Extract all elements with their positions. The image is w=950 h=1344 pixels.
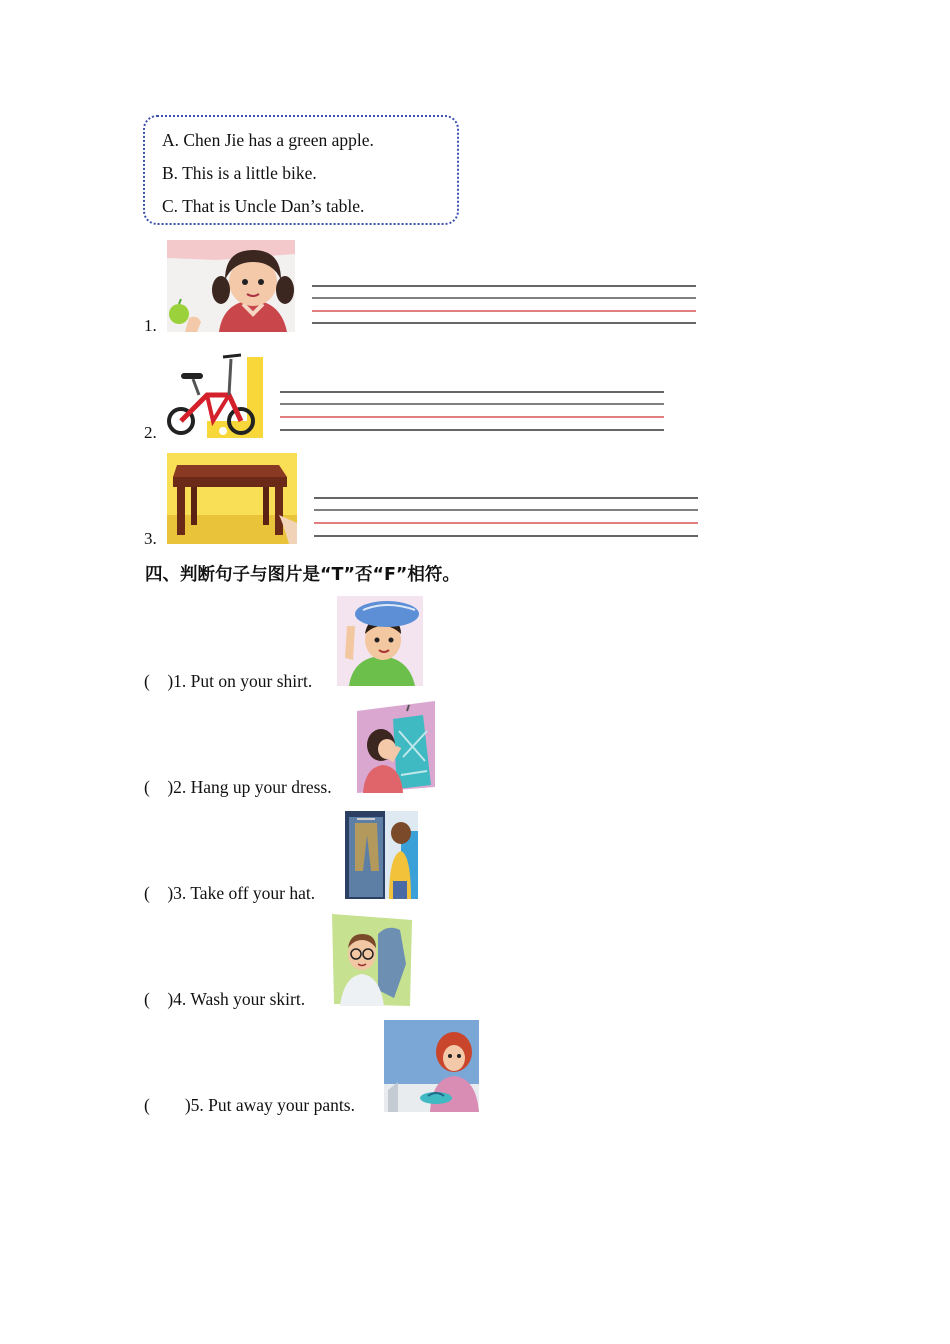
answer-paren-2[interactable]: ( )	[144, 777, 174, 797]
statement-text-2: 2. Hang up your dress.	[173, 777, 332, 797]
boy-hat-picture	[337, 596, 423, 686]
boy-skirt-picture	[332, 914, 412, 1006]
statement-text-1: 1. Put on your shirt.	[173, 671, 313, 691]
girl-washing-picture	[384, 1020, 479, 1112]
girl-dress-picture	[357, 701, 435, 793]
statement-text-5: 5. Put away your pants.	[190, 1095, 355, 1115]
item-number-2: 2.	[144, 423, 157, 442]
choice-a: A. Chen Jie has a green apple.	[162, 130, 374, 150]
boy-pants-picture	[345, 811, 418, 899]
section-4-heading: 四、判断句子与图片是“T”否“F”相符。	[145, 565, 460, 585]
statement-text-4: 4. Wash your skirt.	[173, 989, 306, 1009]
choice-c: C. That is Uncle Dan’s table.	[162, 196, 365, 216]
choice-b: B. This is a little bike.	[162, 163, 317, 183]
statement-text-3: 3. Take off your hat.	[173, 883, 316, 903]
writing-lines-1	[304, 282, 698, 328]
statement-3	[144, 883, 315, 904]
writing-lines-2	[272, 388, 666, 434]
answer-paren-3[interactable]: ( )	[144, 883, 174, 903]
statement-1	[144, 671, 312, 692]
writing-lines-3	[306, 494, 700, 540]
statement-5	[144, 1095, 355, 1116]
answer-paren-1[interactable]: ( )	[144, 671, 174, 691]
girl-apple-picture	[167, 240, 295, 332]
table-picture	[167, 453, 297, 544]
item-number-1: 1.	[144, 316, 157, 335]
answer-paren-5[interactable]: ( )	[144, 1095, 191, 1115]
item-number-3: 3.	[144, 529, 157, 548]
bike-picture	[167, 351, 263, 438]
statement-2	[144, 777, 332, 798]
answer-paren-4[interactable]: ( )	[144, 989, 174, 1009]
statement-4	[144, 989, 305, 1010]
